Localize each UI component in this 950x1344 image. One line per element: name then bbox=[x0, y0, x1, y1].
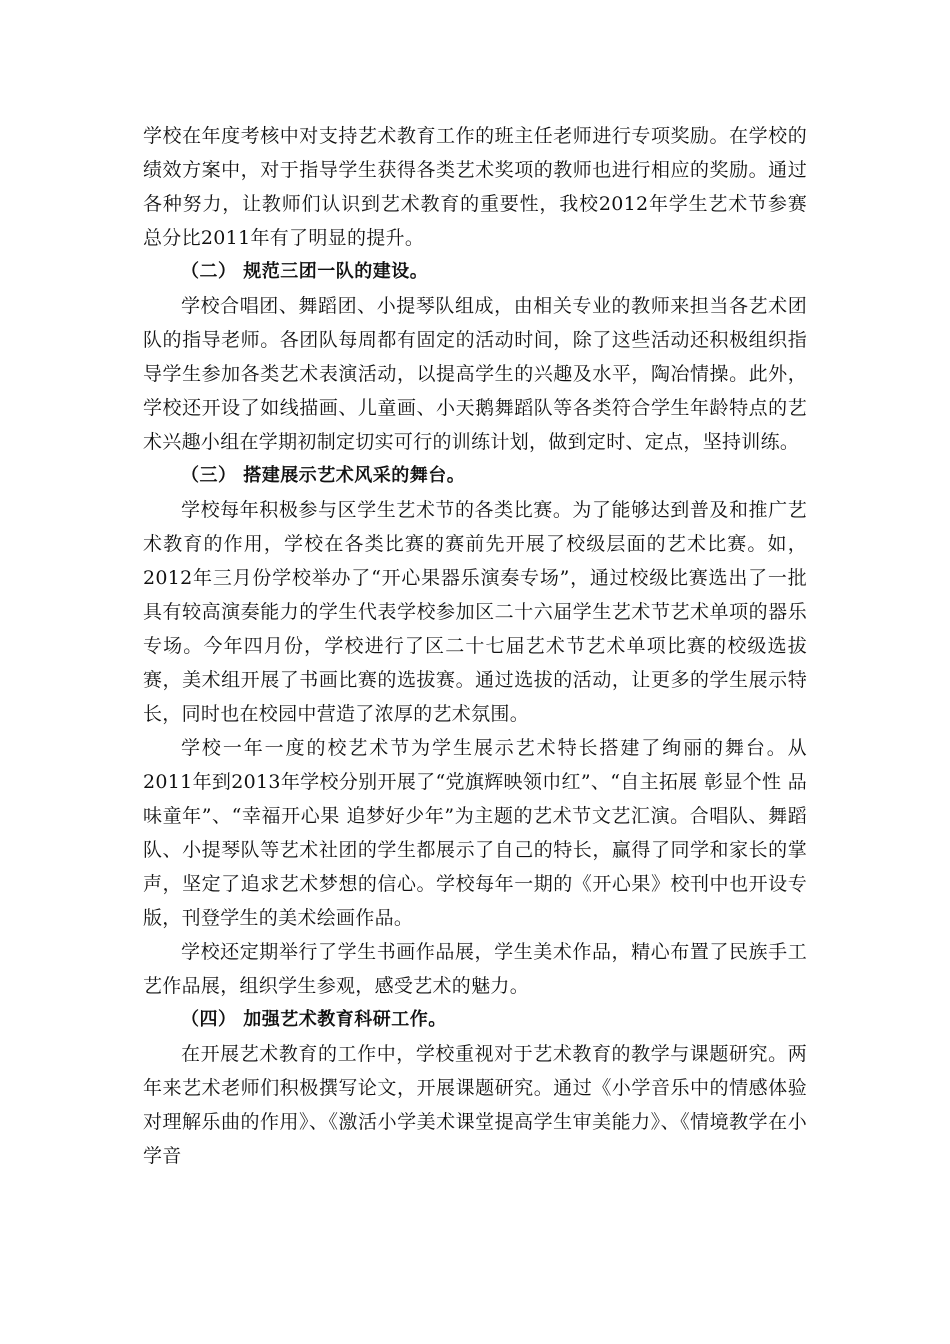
section-heading-2: （二） 规范三团一队的建设。 bbox=[181, 261, 429, 282]
section-heading-4: （四） 加强艺术教育科研工作。 bbox=[181, 1009, 447, 1030]
paragraph-teacher-awards: 学校在年度考核中对支持艺术教育工作的班主任老师进行专项奖励。在学校的绩效方案中，对于指导学生获得各类艺术奖项的教师也进行相应的奖励。通过各种努力，让教师们认识到艺术教育的重要性，我校2012年学生艺术节参赛总分比2011年有了明显的提升。 bbox=[143, 125, 807, 249]
document-body bbox=[143, 119, 807, 1173]
paragraph-art-exhibitions: 学校还定期举行了学生书画作品展，学生美术作品，精心布置了民族手工艺作品展，组织学生参观，感受艺术的魅力。 bbox=[143, 941, 807, 997]
paragraph-district-competitions: 学校每年积极参与区学生艺术节的各类比赛。为了能够达到普及和推广艺术教育的作用，学校在各类比赛的赛前先开展了校级层面的艺术比赛。如，2012年三月份学校举办了“开心果器乐演奏专场”，通过校级比赛选出了一批具有较高演奏能力的学生代表学校参加区二十六届学生艺术节艺术单项的器乐专场。今年四月份，学校进行了区二十七届艺术节艺术单项比赛的校级选拔赛，美术组开展了书画比赛的选拔赛。通过选拔的活动，让更多的学生展示特长，同时也在校园中营造了浓厚的艺术氛围。 bbox=[143, 499, 807, 725]
section-heading-3: （三） 搭建展示艺术风采的舞台。 bbox=[181, 465, 466, 486]
paragraph-art-teams: 学校合唱团、舞蹈团、小提琴队组成，由相关专业的教师来担当各艺术团队的指导老师。各团队每周都有固定的活动时间，除了这些活动还积极组织指导学生参加各类艺术表演活动，以提高学生的兴趣及水平，陶冶情操。此外，学校还开设了如线描画、儿童画、小天鹅舞蹈队等各类符合学生年龄特点的艺术兴趣小组在学期初制定切实可行的训练计划，做到定时、定点，坚持训练。 bbox=[143, 295, 807, 453]
paragraph-art-research: 在开展艺术教育的工作中，学校重视对于艺术教育的教学与课题研究。两年来艺术老师们积极撰写论文，开展课题研究。通过《小学音乐中的情感体验对理解乐曲的作用》、《激活小学美术课堂提高学生审美能力》、《情境教学在小学音 bbox=[143, 1043, 807, 1167]
paragraph-school-art-festival: 学校一年一度的校艺术节为学生展示艺术特长搭建了绚丽的舞台。从2011年到2013年学校分别开展了“党旗辉映领巾红”、“自主拓展 彰显个性 品味童年”、“幸福开心果 追梦好少年”为主题的艺术节文艺汇演。合唱队、舞蹈队、小提琴队等艺术社团的学生都展示了自己的特长，赢得了同学和家长的掌声，坚定了追求艺术梦想的信心。学校每年一期的《开心果》校刊中也开设专版，刊登学生的美术绘画作品。 bbox=[143, 737, 807, 929]
